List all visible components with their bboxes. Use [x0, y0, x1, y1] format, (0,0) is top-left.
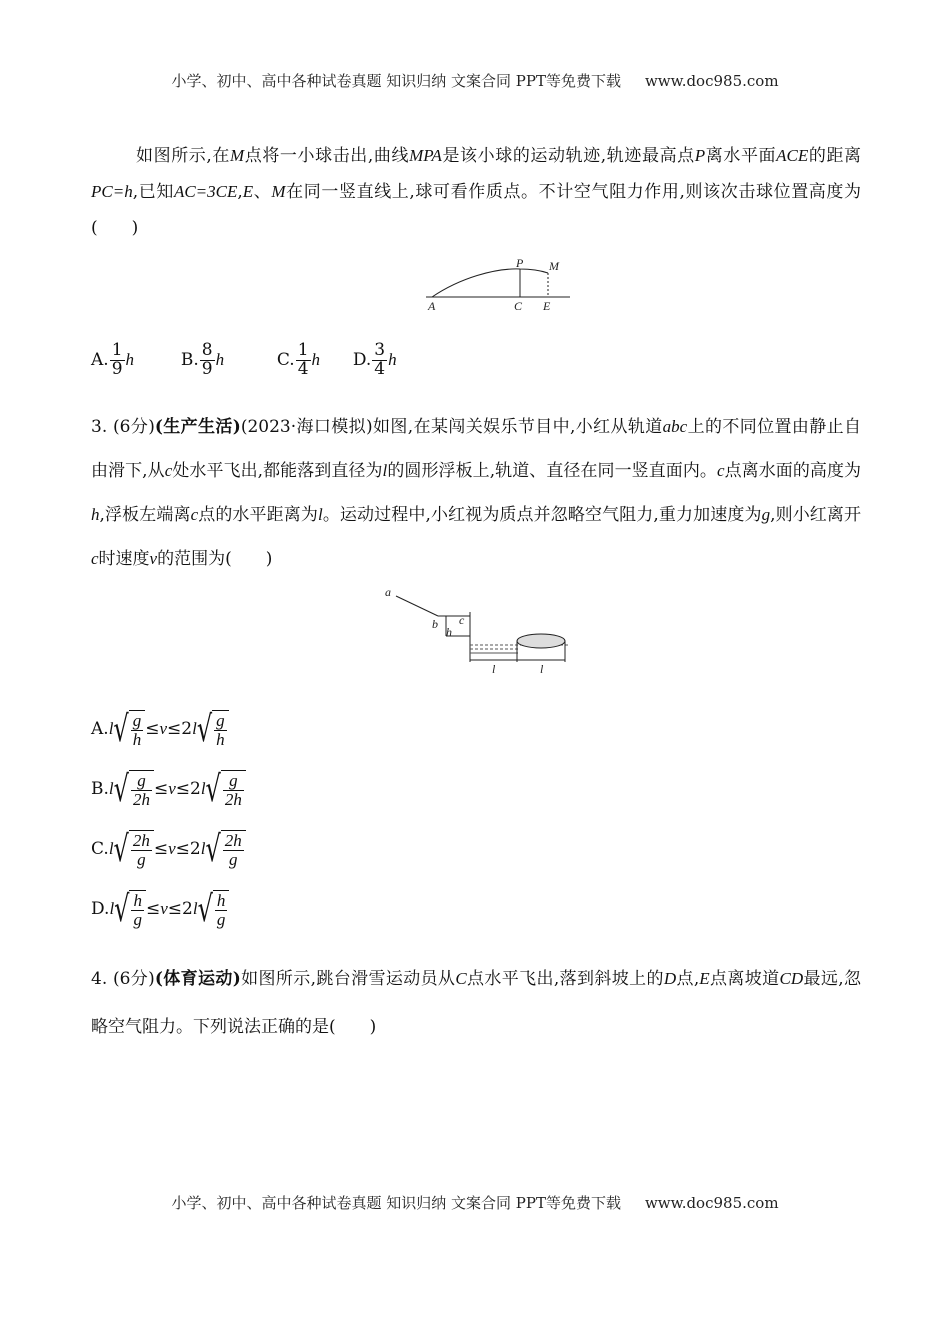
label-b: b — [432, 617, 438, 631]
q3-option-d[interactable]: D.l√ $\frac{h}{g}$ ≤v≤2l√ $\frac{h}{g}$ — [91, 890, 229, 929]
question-2-stem: 如图所示,在M点将一小球击出,曲线MPA是该小球的运动轨迹,轨迹最高点P离水平面ACE的距离PC=h,已知AC=3CE,E、M在同一竖直线上,球可看作质点。不计空气阻力作用,则该次击球位置高度为( ) — [91, 146, 862, 238]
label-p: P — [516, 256, 524, 270]
label-l1: l — [492, 662, 496, 676]
header-text: 小学、初中、高中各种试卷真题 知识归纳 文案合同 PPT等免费下载 — [171, 72, 621, 90]
label-m: M — [549, 259, 559, 273]
q3-option-b[interactable]: B.l√ $\frac{g}{2h}$ ≤v≤2l√ $\frac{g}{2h}$ — [91, 770, 246, 809]
option-d[interactable]: D. $\frac{3}{4}$ h — [352, 340, 397, 379]
trajectory-curve — [432, 269, 548, 297]
label-c: c — [459, 613, 465, 627]
q3-option-a[interactable]: A.l√ $\frac{g}{h}$ ≤v≤2l√ $\frac{g}{h}$ — [91, 710, 229, 749]
label-l2: l — [540, 662, 544, 676]
option-c[interactable]: C. $\frac{1}{4}$ h — [276, 340, 321, 379]
page-header — [0, 70, 950, 91]
option-b[interactable]: B. $\frac{8}{9}$ h — [180, 340, 225, 379]
option-a[interactable]: A. $\frac{1}{9}$ h — [91, 340, 135, 379]
q2-options — [91, 342, 397, 379]
footer-text: 小学、初中、高中各种试卷真题 知识归纳 文案合同 PPT等免费下载 — [171, 1194, 621, 1212]
page-footer — [0, 1192, 950, 1213]
q3-tag: (生产生活) — [154, 417, 241, 437]
label-a: a — [385, 585, 391, 599]
q4-tag: (体育运动) — [154, 969, 241, 989]
label-e: E — [543, 299, 551, 313]
label-h: h — [446, 625, 452, 639]
label-c: C — [514, 299, 523, 313]
q3-option-c[interactable]: C.l√ $\frac{2h}{g}$ ≤v≤2l√ $\frac{2h}{g}$ — [91, 830, 246, 869]
track-ab — [396, 596, 438, 616]
projectile-figure — [420, 256, 580, 316]
slide-figure — [380, 582, 580, 678]
question-3-stem: 3. (6分)(生产生活)(2023·海口模拟)如图,在某闯关娱乐节目中,小红从轨道abc上的不同位置由静止自由滑下,从c处水平飞出,都能落到直径为l的圆形浮板上,轨道、直径在同一竖直面内。c点离水面的高度为h,浮板左端离c点的水平距离为l。运动过程中,小红视为质点并忽略空气阻力,重力加速度为g,则小红离开c时速度v的范围为( ) — [91, 417, 862, 569]
footer-url: www.doc985.com — [644, 1194, 779, 1212]
question-4-stem: 4. (6分)(体育运动)如图所示,跳台滑雪运动员从C点水平飞出,落到斜坡上的D点,E点离坡道CD最远,忽略空气阻力。下列说法正确的是( ) — [91, 969, 862, 1037]
header-url: www.doc985.com — [644, 72, 779, 90]
float-board — [517, 634, 565, 648]
label-a: A — [428, 299, 436, 313]
